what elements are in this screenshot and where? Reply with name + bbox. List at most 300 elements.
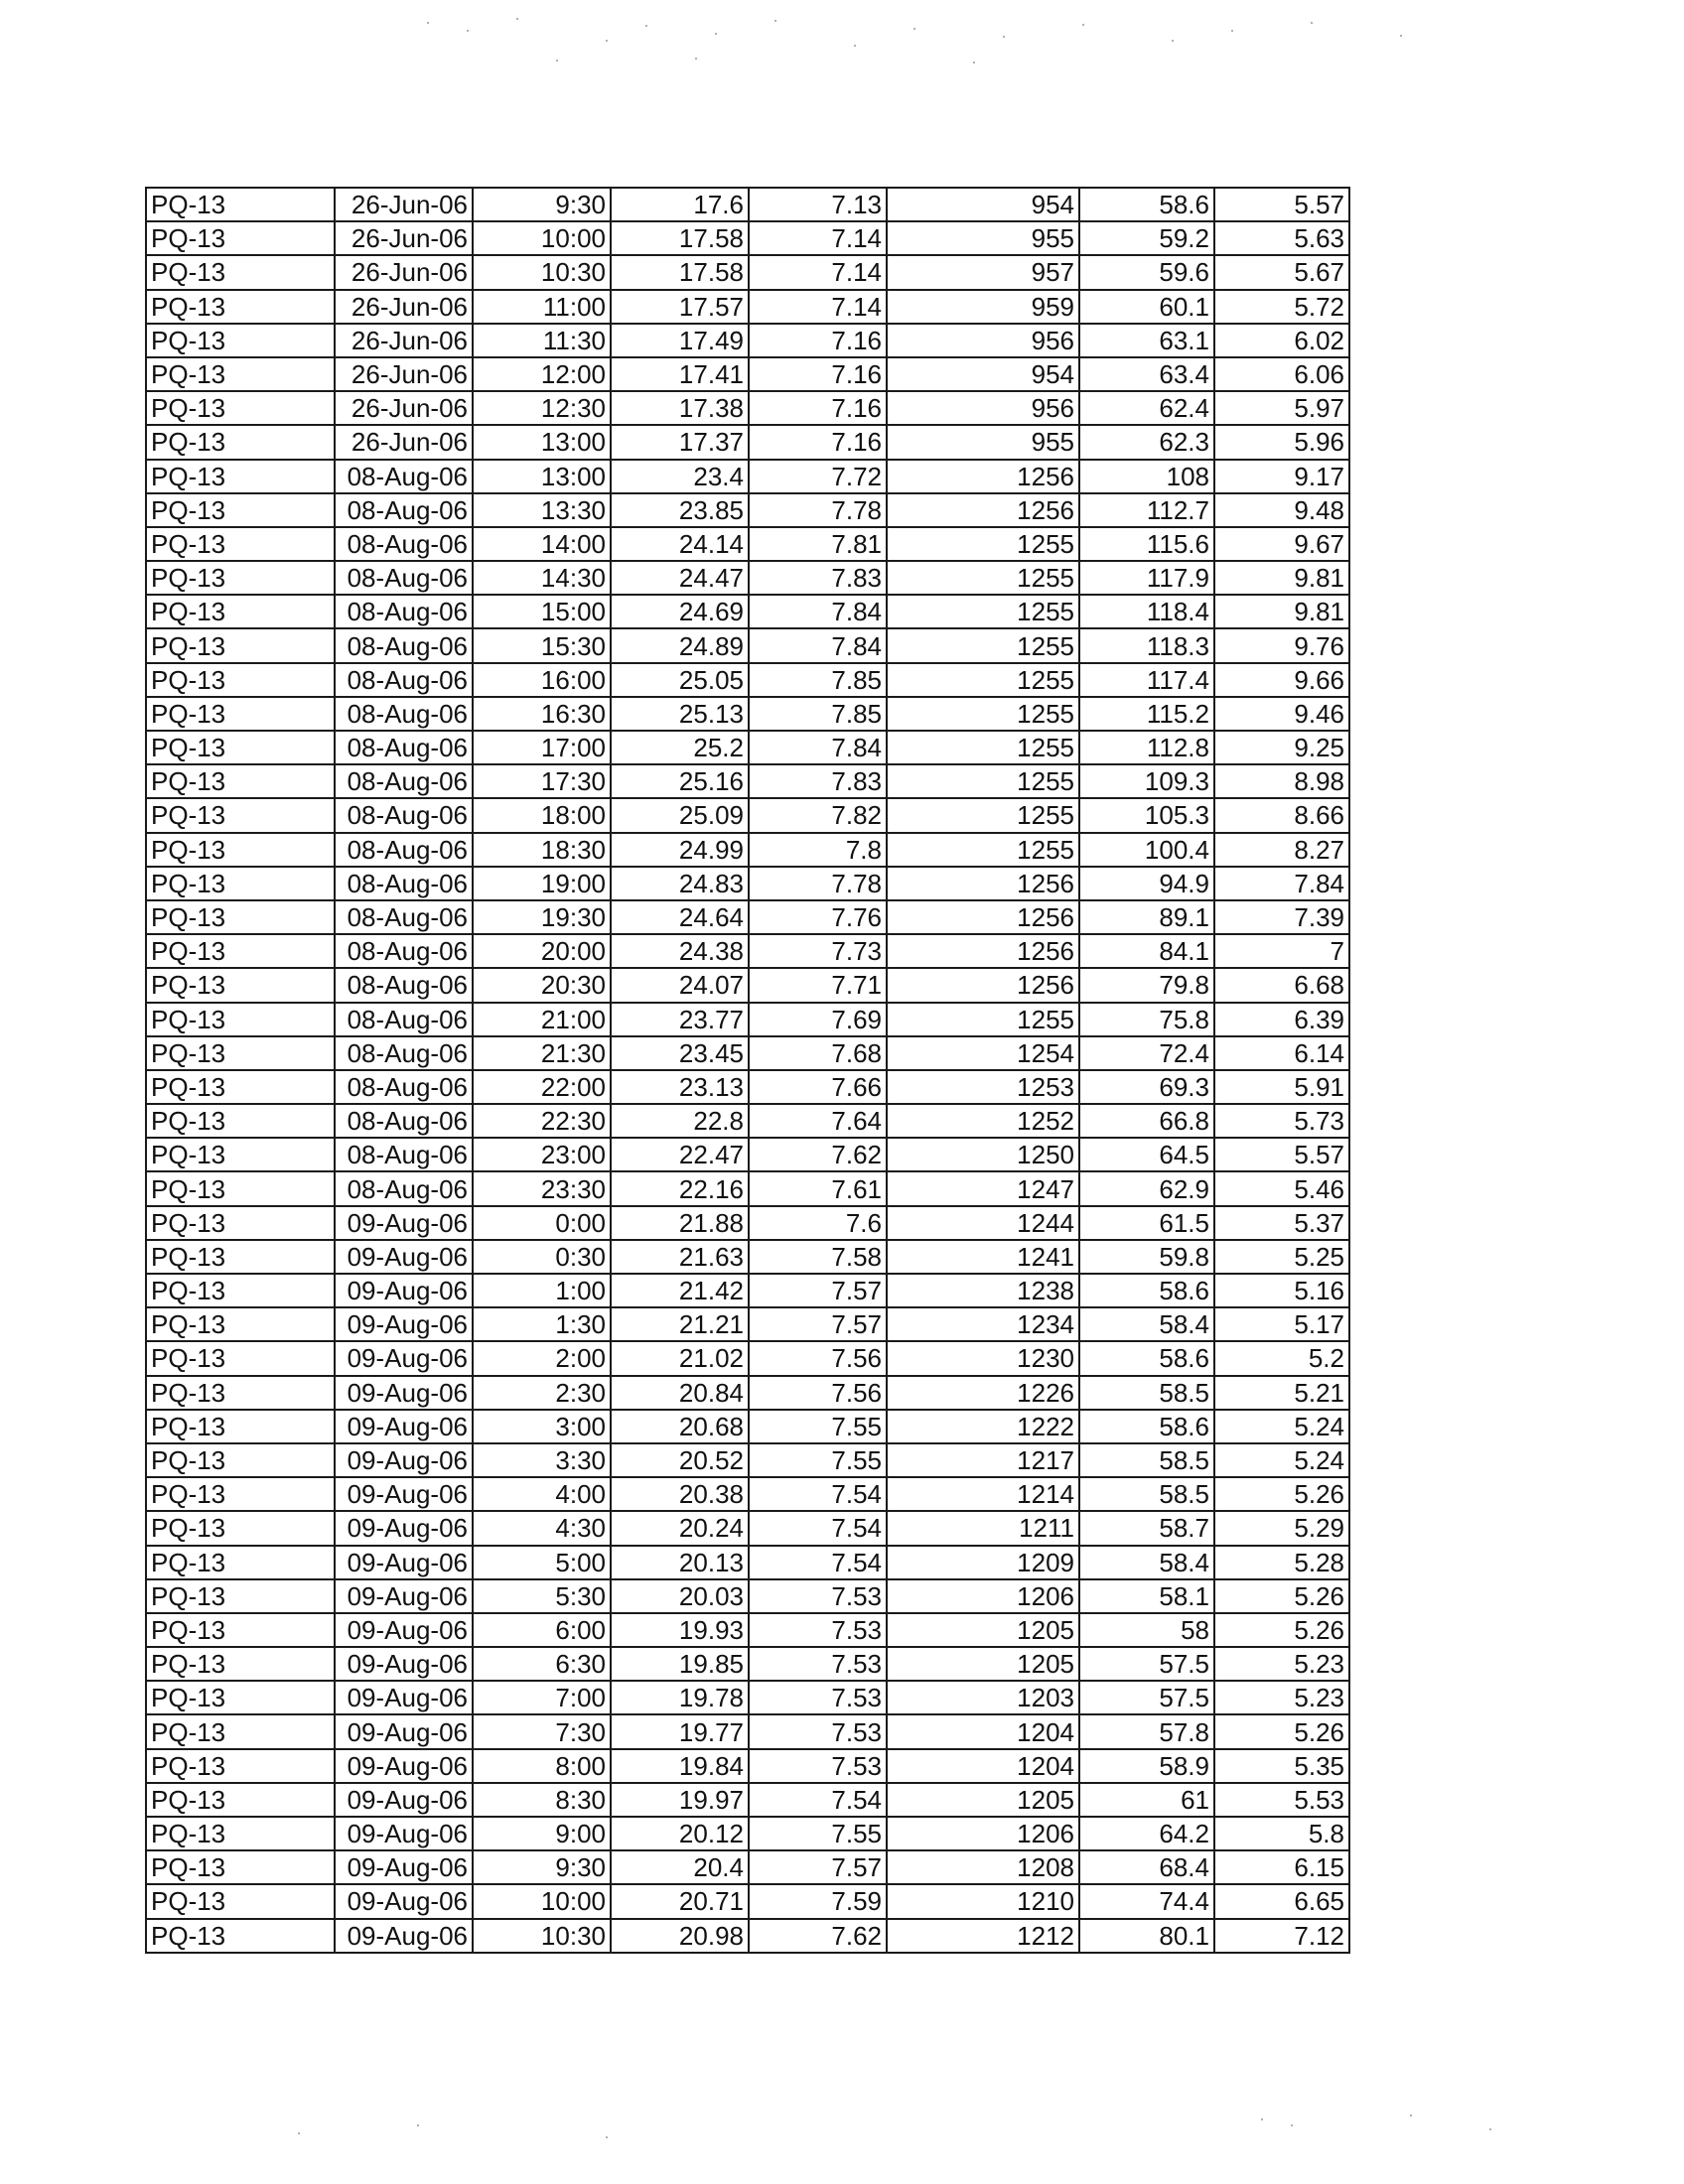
- value-cell: 1203: [887, 1681, 1079, 1714]
- date-cell: 09-Aug-06: [335, 1681, 473, 1714]
- time-cell: 10:30: [473, 255, 611, 289]
- table-row: [146, 1647, 1349, 1681]
- value-cell: 1204: [887, 1714, 1079, 1748]
- value-cell: 5.25: [1214, 1240, 1349, 1274]
- time-cell: 20:30: [473, 968, 611, 1002]
- date-cell: 08-Aug-06: [335, 798, 473, 832]
- value-cell: 20.12: [611, 1817, 749, 1850]
- value-cell: 21.21: [611, 1307, 749, 1341]
- value-cell: 7.16: [749, 357, 887, 391]
- date-cell: 09-Aug-06: [335, 1376, 473, 1410]
- value-cell: 19.84: [611, 1749, 749, 1783]
- value-cell: 1208: [887, 1850, 1079, 1884]
- value-cell: 1252: [887, 1104, 1079, 1138]
- time-cell: 3:30: [473, 1443, 611, 1477]
- value-cell: 5.17: [1214, 1307, 1349, 1341]
- value-cell: 7.85: [749, 663, 887, 697]
- value-cell: 7.84: [749, 628, 887, 662]
- value-cell: 58.4: [1079, 1307, 1214, 1341]
- date-cell: 08-Aug-06: [335, 595, 473, 628]
- site-cell: PQ-13: [146, 391, 335, 425]
- table-row: [146, 527, 1349, 561]
- value-cell: 66.8: [1079, 1104, 1214, 1138]
- time-cell: 21:30: [473, 1036, 611, 1070]
- value-cell: 57.5: [1079, 1681, 1214, 1714]
- value-cell: 58.6: [1079, 1274, 1214, 1307]
- date-cell: 09-Aug-06: [335, 1546, 473, 1579]
- table-row: [146, 561, 1349, 595]
- site-cell: PQ-13: [146, 1613, 335, 1647]
- date-cell: 09-Aug-06: [335, 1274, 473, 1307]
- site-cell: PQ-13: [146, 1307, 335, 1341]
- time-cell: 12:30: [473, 391, 611, 425]
- site-cell: PQ-13: [146, 1884, 335, 1918]
- value-cell: 1256: [887, 493, 1079, 527]
- value-cell: 7.56: [749, 1341, 887, 1375]
- value-cell: 1247: [887, 1171, 1079, 1205]
- value-cell: 1205: [887, 1783, 1079, 1817]
- table-row: [146, 900, 1349, 934]
- site-cell: PQ-13: [146, 1546, 335, 1579]
- table-row: [146, 595, 1349, 628]
- date-cell: 26-Jun-06: [335, 290, 473, 324]
- table-row: [146, 1579, 1349, 1613]
- value-cell: 9.67: [1214, 527, 1349, 561]
- value-cell: 7.14: [749, 255, 887, 289]
- value-cell: 5.24: [1214, 1443, 1349, 1477]
- value-cell: 7.53: [749, 1714, 887, 1748]
- value-cell: 7.72: [749, 460, 887, 493]
- site-cell: PQ-13: [146, 1410, 335, 1443]
- date-cell: 08-Aug-06: [335, 663, 473, 697]
- value-cell: 62.3: [1079, 425, 1214, 459]
- date-cell: 26-Jun-06: [335, 188, 473, 221]
- table-row: [146, 1817, 1349, 1850]
- site-cell: PQ-13: [146, 1919, 335, 1953]
- value-cell: 20.71: [611, 1884, 749, 1918]
- value-cell: 5.97: [1214, 391, 1349, 425]
- value-cell: 1255: [887, 731, 1079, 764]
- date-cell: 08-Aug-06: [335, 1070, 473, 1104]
- value-cell: 5.37: [1214, 1206, 1349, 1240]
- table-body: [146, 188, 1349, 1953]
- date-cell: 08-Aug-06: [335, 833, 473, 867]
- site-cell: PQ-13: [146, 1070, 335, 1104]
- table-row: [146, 1884, 1349, 1918]
- table-row: [146, 1138, 1349, 1171]
- value-cell: 7.53: [749, 1681, 887, 1714]
- time-cell: 17:30: [473, 764, 611, 798]
- value-cell: 7.85: [749, 697, 887, 731]
- value-cell: 60.1: [1079, 290, 1214, 324]
- value-cell: 20.52: [611, 1443, 749, 1477]
- time-cell: 11:00: [473, 290, 611, 324]
- time-cell: 0:30: [473, 1240, 611, 1274]
- site-cell: PQ-13: [146, 798, 335, 832]
- value-cell: 25.16: [611, 764, 749, 798]
- value-cell: 24.38: [611, 934, 749, 968]
- value-cell: 7.53: [749, 1579, 887, 1613]
- date-cell: 26-Jun-06: [335, 391, 473, 425]
- table-row: [146, 1714, 1349, 1748]
- time-cell: 14:00: [473, 527, 611, 561]
- value-cell: 7.73: [749, 934, 887, 968]
- site-cell: PQ-13: [146, 1138, 335, 1171]
- value-cell: 21.42: [611, 1274, 749, 1307]
- value-cell: 6.65: [1214, 1884, 1349, 1918]
- date-cell: 09-Aug-06: [335, 1410, 473, 1443]
- value-cell: 23.85: [611, 493, 749, 527]
- value-cell: 84.1: [1079, 934, 1214, 968]
- date-cell: 09-Aug-06: [335, 1613, 473, 1647]
- date-cell: 08-Aug-06: [335, 628, 473, 662]
- value-cell: 1256: [887, 460, 1079, 493]
- value-cell: 5.29: [1214, 1511, 1349, 1545]
- time-cell: 7:30: [473, 1714, 611, 1748]
- value-cell: 112.7: [1079, 493, 1214, 527]
- value-cell: 24.14: [611, 527, 749, 561]
- value-cell: 7.68: [749, 1036, 887, 1070]
- value-cell: 7.54: [749, 1477, 887, 1511]
- value-cell: 7.12: [1214, 1919, 1349, 1953]
- table-row: [146, 221, 1349, 255]
- value-cell: 20.68: [611, 1410, 749, 1443]
- value-cell: 6.15: [1214, 1850, 1349, 1884]
- value-cell: 64.2: [1079, 1817, 1214, 1850]
- date-cell: 09-Aug-06: [335, 1749, 473, 1783]
- value-cell: 957: [887, 255, 1079, 289]
- value-cell: 58.5: [1079, 1443, 1214, 1477]
- value-cell: 7.54: [749, 1546, 887, 1579]
- value-cell: 58.5: [1079, 1376, 1214, 1410]
- site-cell: PQ-13: [146, 1647, 335, 1681]
- value-cell: 5.8: [1214, 1817, 1349, 1850]
- site-cell: PQ-13: [146, 1511, 335, 1545]
- date-cell: 09-Aug-06: [335, 1714, 473, 1748]
- table-row: [146, 1070, 1349, 1104]
- value-cell: 7.6: [749, 1206, 887, 1240]
- value-cell: 1226: [887, 1376, 1079, 1410]
- value-cell: 9.17: [1214, 460, 1349, 493]
- time-cell: 3:00: [473, 1410, 611, 1443]
- value-cell: 7.57: [749, 1274, 887, 1307]
- site-cell: PQ-13: [146, 1036, 335, 1070]
- time-cell: 21:00: [473, 1003, 611, 1036]
- value-cell: 118.4: [1079, 595, 1214, 628]
- time-cell: 10:00: [473, 1884, 611, 1918]
- value-cell: 105.3: [1079, 798, 1214, 832]
- value-cell: 1255: [887, 798, 1079, 832]
- value-cell: 25.13: [611, 697, 749, 731]
- value-cell: 61.5: [1079, 1206, 1214, 1240]
- site-cell: PQ-13: [146, 425, 335, 459]
- value-cell: 7.78: [749, 867, 887, 900]
- value-cell: 5.21: [1214, 1376, 1349, 1410]
- value-cell: 24.83: [611, 867, 749, 900]
- value-cell: 1214: [887, 1477, 1079, 1511]
- value-cell: 94.9: [1079, 867, 1214, 900]
- date-cell: 09-Aug-06: [335, 1919, 473, 1953]
- time-cell: 23:30: [473, 1171, 611, 1205]
- value-cell: 58.5: [1079, 1477, 1214, 1511]
- value-cell: 63.1: [1079, 324, 1214, 357]
- date-cell: 08-Aug-06: [335, 460, 473, 493]
- site-cell: PQ-13: [146, 934, 335, 968]
- value-cell: 57.5: [1079, 1647, 1214, 1681]
- value-cell: 954: [887, 188, 1079, 221]
- value-cell: 17.57: [611, 290, 749, 324]
- value-cell: 5.35: [1214, 1749, 1349, 1783]
- value-cell: 1217: [887, 1443, 1079, 1477]
- table-row: [146, 1171, 1349, 1205]
- value-cell: 5.26: [1214, 1579, 1349, 1613]
- time-cell: 18:00: [473, 798, 611, 832]
- value-cell: 1255: [887, 764, 1079, 798]
- table-row: [146, 731, 1349, 764]
- value-cell: 7.64: [749, 1104, 887, 1138]
- value-cell: 7.84: [749, 731, 887, 764]
- value-cell: 7.13: [749, 188, 887, 221]
- value-cell: 7.53: [749, 1647, 887, 1681]
- site-cell: PQ-13: [146, 1477, 335, 1511]
- value-cell: 1222: [887, 1410, 1079, 1443]
- value-cell: 17.49: [611, 324, 749, 357]
- site-cell: PQ-13: [146, 1817, 335, 1850]
- value-cell: 1209: [887, 1546, 1079, 1579]
- table-row: [146, 324, 1349, 357]
- value-cell: 7.39: [1214, 900, 1349, 934]
- value-cell: 7.16: [749, 425, 887, 459]
- value-cell: 24.64: [611, 900, 749, 934]
- time-cell: 16:30: [473, 697, 611, 731]
- site-cell: PQ-13: [146, 527, 335, 561]
- value-cell: 7: [1214, 934, 1349, 968]
- value-cell: 1255: [887, 1003, 1079, 1036]
- value-cell: 1255: [887, 561, 1079, 595]
- value-cell: 7.56: [749, 1376, 887, 1410]
- value-cell: 57.8: [1079, 1714, 1214, 1748]
- date-cell: 08-Aug-06: [335, 493, 473, 527]
- value-cell: 5.46: [1214, 1171, 1349, 1205]
- value-cell: 5.96: [1214, 425, 1349, 459]
- value-cell: 19.97: [611, 1783, 749, 1817]
- value-cell: 7.8: [749, 833, 887, 867]
- time-cell: 8:00: [473, 1749, 611, 1783]
- value-cell: 62.9: [1079, 1171, 1214, 1205]
- site-cell: PQ-13: [146, 833, 335, 867]
- site-cell: PQ-13: [146, 900, 335, 934]
- time-cell: 2:00: [473, 1341, 611, 1375]
- value-cell: 7.62: [749, 1919, 887, 1953]
- value-cell: 68.4: [1079, 1850, 1214, 1884]
- value-cell: 9.46: [1214, 697, 1349, 731]
- date-cell: 26-Jun-06: [335, 324, 473, 357]
- value-cell: 24.07: [611, 968, 749, 1002]
- value-cell: 6.06: [1214, 357, 1349, 391]
- date-cell: 08-Aug-06: [335, 1036, 473, 1070]
- value-cell: 8.98: [1214, 764, 1349, 798]
- date-cell: 09-Aug-06: [335, 1240, 473, 1274]
- value-cell: 17.41: [611, 357, 749, 391]
- site-cell: PQ-13: [146, 1681, 335, 1714]
- value-cell: 7.61: [749, 1171, 887, 1205]
- value-cell: 59.2: [1079, 221, 1214, 255]
- value-cell: 1255: [887, 663, 1079, 697]
- value-cell: 1206: [887, 1817, 1079, 1850]
- value-cell: 5.2: [1214, 1341, 1349, 1375]
- value-cell: 24.47: [611, 561, 749, 595]
- site-cell: PQ-13: [146, 324, 335, 357]
- value-cell: 24.69: [611, 595, 749, 628]
- value-cell: 21.88: [611, 1206, 749, 1240]
- value-cell: 117.9: [1079, 561, 1214, 595]
- table-row: [146, 1546, 1349, 1579]
- date-cell: 09-Aug-06: [335, 1884, 473, 1918]
- site-cell: PQ-13: [146, 1749, 335, 1783]
- value-cell: 59.6: [1079, 255, 1214, 289]
- value-cell: 955: [887, 221, 1079, 255]
- site-cell: PQ-13: [146, 1003, 335, 1036]
- value-cell: 69.3: [1079, 1070, 1214, 1104]
- date-cell: 09-Aug-06: [335, 1817, 473, 1850]
- value-cell: 100.4: [1079, 833, 1214, 867]
- value-cell: 22.8: [611, 1104, 749, 1138]
- value-cell: 20.4: [611, 1850, 749, 1884]
- table-row: [146, 460, 1349, 493]
- value-cell: 7.82: [749, 798, 887, 832]
- value-cell: 1234: [887, 1307, 1079, 1341]
- value-cell: 25.2: [611, 731, 749, 764]
- value-cell: 7.84: [749, 595, 887, 628]
- table-row: [146, 764, 1349, 798]
- value-cell: 20.84: [611, 1376, 749, 1410]
- value-cell: 9.25: [1214, 731, 1349, 764]
- site-cell: PQ-13: [146, 628, 335, 662]
- value-cell: 17.38: [611, 391, 749, 425]
- table-row: [146, 867, 1349, 900]
- value-cell: 1253: [887, 1070, 1079, 1104]
- site-cell: PQ-13: [146, 1341, 335, 1375]
- table-row: [146, 697, 1349, 731]
- value-cell: 5.57: [1214, 1138, 1349, 1171]
- value-cell: 1255: [887, 697, 1079, 731]
- value-cell: 1205: [887, 1647, 1079, 1681]
- table-row: [146, 1477, 1349, 1511]
- value-cell: 1206: [887, 1579, 1079, 1613]
- table-row: [146, 1376, 1349, 1410]
- table-row: [146, 1783, 1349, 1817]
- time-cell: 18:30: [473, 833, 611, 867]
- date-cell: 09-Aug-06: [335, 1579, 473, 1613]
- value-cell: 20.24: [611, 1511, 749, 1545]
- value-cell: 7.58: [749, 1240, 887, 1274]
- value-cell: 17.37: [611, 425, 749, 459]
- value-cell: 22.16: [611, 1171, 749, 1205]
- value-cell: 6.68: [1214, 968, 1349, 1002]
- site-cell: PQ-13: [146, 731, 335, 764]
- value-cell: 58.1: [1079, 1579, 1214, 1613]
- value-cell: 20.03: [611, 1579, 749, 1613]
- value-cell: 72.4: [1079, 1036, 1214, 1070]
- value-cell: 955: [887, 425, 1079, 459]
- value-cell: 17.58: [611, 221, 749, 255]
- value-cell: 1255: [887, 628, 1079, 662]
- date-cell: 09-Aug-06: [335, 1206, 473, 1240]
- time-cell: 8:30: [473, 1783, 611, 1817]
- value-cell: 1255: [887, 527, 1079, 561]
- value-cell: 20.98: [611, 1919, 749, 1953]
- table-row: [146, 628, 1349, 662]
- value-cell: 9.81: [1214, 561, 1349, 595]
- value-cell: 22.47: [611, 1138, 749, 1171]
- time-cell: 15:30: [473, 628, 611, 662]
- value-cell: 112.8: [1079, 731, 1214, 764]
- value-cell: 19.77: [611, 1714, 749, 1748]
- date-cell: 08-Aug-06: [335, 1138, 473, 1171]
- value-cell: 21.63: [611, 1240, 749, 1274]
- time-cell: 22:30: [473, 1104, 611, 1138]
- time-cell: 23:00: [473, 1138, 611, 1171]
- value-cell: 9.76: [1214, 628, 1349, 662]
- date-cell: 09-Aug-06: [335, 1477, 473, 1511]
- site-cell: PQ-13: [146, 357, 335, 391]
- time-cell: 7:00: [473, 1681, 611, 1714]
- value-cell: 5.16: [1214, 1274, 1349, 1307]
- value-cell: 7.83: [749, 764, 887, 798]
- value-cell: 23.13: [611, 1070, 749, 1104]
- value-cell: 5.23: [1214, 1647, 1349, 1681]
- value-cell: 109.3: [1079, 764, 1214, 798]
- table-row: [146, 1681, 1349, 1714]
- time-cell: 13:30: [473, 493, 611, 527]
- value-cell: 1210: [887, 1884, 1079, 1918]
- data-table: [145, 187, 1350, 1954]
- value-cell: 117.4: [1079, 663, 1214, 697]
- value-cell: 20.38: [611, 1477, 749, 1511]
- value-cell: 24.89: [611, 628, 749, 662]
- table-row: [146, 255, 1349, 289]
- table-row: [146, 1307, 1349, 1341]
- value-cell: 7.71: [749, 968, 887, 1002]
- time-cell: 15:00: [473, 595, 611, 628]
- table-row: [146, 290, 1349, 324]
- value-cell: 23.77: [611, 1003, 749, 1036]
- date-cell: 09-Aug-06: [335, 1850, 473, 1884]
- table-row: [146, 1240, 1349, 1274]
- value-cell: 8.66: [1214, 798, 1349, 832]
- value-cell: 7.78: [749, 493, 887, 527]
- site-cell: PQ-13: [146, 1443, 335, 1477]
- time-cell: 4:00: [473, 1477, 611, 1511]
- table-row: [146, 357, 1349, 391]
- value-cell: 1256: [887, 934, 1079, 968]
- value-cell: 1255: [887, 833, 1079, 867]
- value-cell: 19.78: [611, 1681, 749, 1714]
- date-cell: 08-Aug-06: [335, 934, 473, 968]
- value-cell: 7.55: [749, 1410, 887, 1443]
- value-cell: 115.6: [1079, 527, 1214, 561]
- value-cell: 7.16: [749, 391, 887, 425]
- time-cell: 13:00: [473, 425, 611, 459]
- value-cell: 5.28: [1214, 1546, 1349, 1579]
- value-cell: 8.27: [1214, 833, 1349, 867]
- date-cell: 26-Jun-06: [335, 221, 473, 255]
- value-cell: 61: [1079, 1783, 1214, 1817]
- time-cell: 10:30: [473, 1919, 611, 1953]
- site-cell: PQ-13: [146, 1714, 335, 1748]
- value-cell: 956: [887, 391, 1079, 425]
- date-cell: 09-Aug-06: [335, 1511, 473, 1545]
